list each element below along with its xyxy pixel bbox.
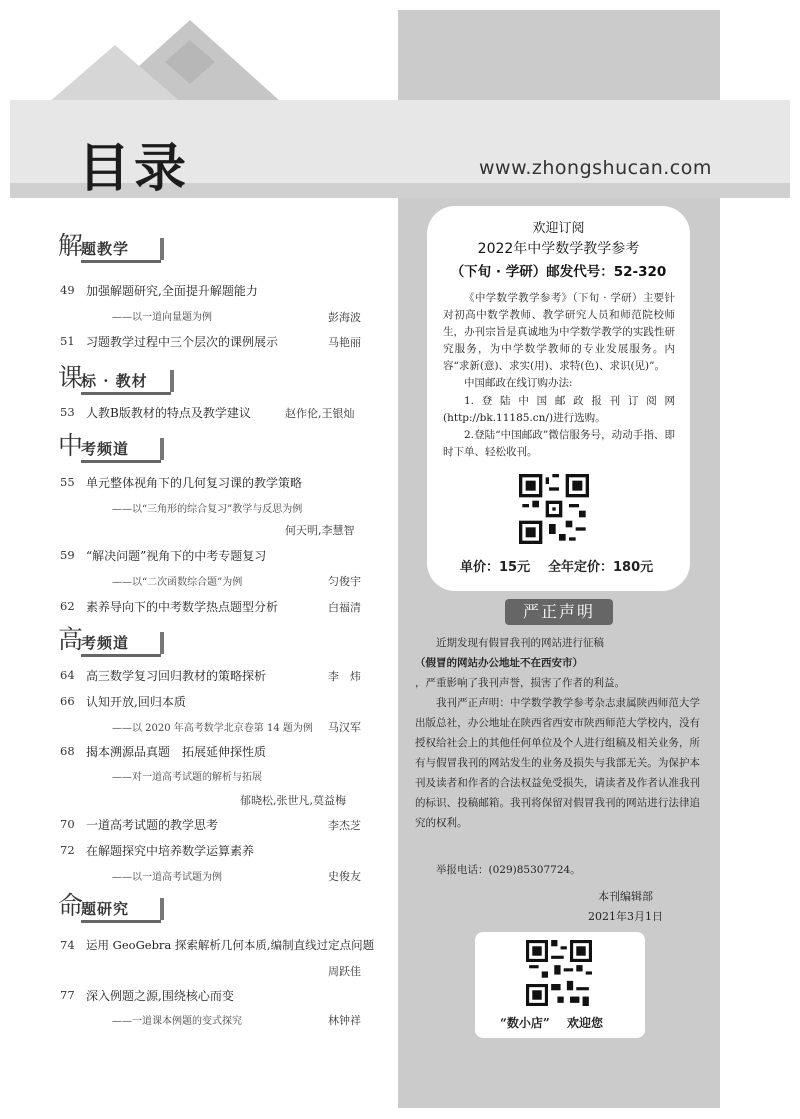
- entry-page: 74: [60, 938, 75, 952]
- entry-author: 史俊友: [328, 870, 361, 883]
- entry-title: 素养导向下的中考数学热点题型分析: [86, 600, 279, 614]
- section-header-kebiao: [58, 363, 178, 400]
- entry-page: 55: [60, 475, 75, 489]
- entry-page: 53: [60, 405, 75, 419]
- entry-author: 彭海波: [328, 311, 361, 324]
- entry-subtitle: ——以“三角形的综合复习”教学与反思为例: [112, 504, 303, 515]
- triangle-decoration: [40, 10, 300, 110]
- page-title: 目录: [78, 139, 191, 199]
- section-initial: 高: [58, 625, 84, 654]
- entry-page: 64: [60, 668, 75, 682]
- section-label: 题研究: [81, 900, 130, 918]
- section-bar: [160, 438, 164, 460]
- entry-title: 运用 GeoGebra 探索解析几何本质,编制直线过定点问题: [86, 938, 375, 952]
- subscribe-intro: 《中学数学教学参考》（下旬 · 学研）主要针对初高中数学教师、教学研究人员和师范院校师生，办刊宗旨是真诚地为中学数学教学的实践性研究服务，为中学数学教师的专业发展服务。内容“求新(意)、求实(用)、求特(色)、求识(见)”。: [443, 292, 675, 372]
- entry-page: 77: [60, 988, 75, 1002]
- entry-subtitle: ——以 2020 年高考数学北京卷第 14 题为例: [112, 723, 313, 734]
- subscribe-title: 2022年中学数学教学参考: [477, 241, 640, 257]
- section-underline: [81, 460, 161, 463]
- subscribe-welcome: 欢迎订阅: [532, 221, 585, 236]
- signature-editor: 本刊编辑部: [598, 890, 653, 903]
- entry-author: 李 炜: [328, 670, 361, 683]
- entry-author: 何天明,李慧智: [285, 524, 355, 537]
- entry-page: 49: [60, 283, 75, 297]
- section-bar: [170, 370, 174, 392]
- entry-page: 59: [60, 548, 75, 562]
- section-initial: 中: [58, 431, 84, 460]
- entry-author: 白福清: [328, 601, 361, 614]
- statement-para-1b: （假冒的网站办公地址不在西安市）: [415, 657, 583, 669]
- entry-author: 林钟祥: [328, 1014, 361, 1027]
- entry-title: 认知开放,回归本质: [86, 695, 186, 709]
- section-header-jieti: [58, 231, 168, 268]
- section-header-zhongkao: [58, 431, 168, 468]
- entry-author: 马艳丽: [328, 336, 361, 349]
- section-bar: [160, 238, 164, 260]
- section-initial: 解: [58, 231, 84, 260]
- price-unit: 单价：15元: [460, 560, 531, 575]
- statement-para-1c: ，严重影响了我刊声誉，损害了作者的利益。: [415, 677, 625, 689]
- section-label: 考频道: [81, 634, 130, 652]
- entry-title: 深入例题之源,围绕核心而变: [86, 989, 234, 1003]
- entry-author: 周跃佳: [328, 965, 361, 978]
- section-underline: [81, 260, 161, 263]
- entry-page: 68: [60, 744, 75, 758]
- section-header-mingti: [58, 891, 168, 928]
- section-header-gaokao: [58, 625, 168, 662]
- statement-title: 严正声明: [505, 599, 613, 625]
- section-label: 标 · 教材: [81, 372, 148, 390]
- statement-para-2: 我刊严正声明：中学数学教学参考杂志隶属陕西师范大学出版总社，办公地址在陕西省西安市陕西师范大学校内，没有授权给社会上的其他任何单位及个人进行组稿及相关业务，所有与假冒我刊的网站发生的业务及损失与我部无关。为保护本刊及读者和作者的合法权益免受损失，请读者及作者认准我刊的标识、投稿邮箱。我刊将保留对假冒我刊的网站进行法律追究的权利。: [415, 697, 700, 829]
- entry-subtitle: ——以一道向量题为例: [112, 312, 212, 323]
- website-url[interactable]: www.zhongshucan.com: [479, 157, 712, 179]
- report-phone: 举报电话：(029)85307724。: [436, 864, 581, 876]
- entry-subtitle: ——以一道高考试题为例: [112, 872, 222, 883]
- subscribe-method-title: 中国邮政在线订购办法:: [464, 377, 573, 389]
- entry-title: 习题教学过程中三个层次的课例展示: [86, 335, 279, 349]
- entry-page: 72: [60, 843, 75, 857]
- section-bar: [160, 898, 164, 920]
- entry-title: 加强解题研究,全面提升解题能力: [86, 284, 258, 298]
- section-label: 考频道: [81, 440, 130, 458]
- entry-title: 在解题探究中培养数学运算素养: [86, 844, 255, 858]
- entry-title: “解决问题”视角下的中考专题复习: [86, 549, 267, 563]
- entry-title: 一道高考试题的教学思考: [86, 818, 219, 832]
- entry-title: 高三数学复习回归教材的策略探析: [86, 669, 267, 683]
- subscribe-method-1[interactable]: 1.登陆中国邮政报刊订阅网(http://bk.11185.cn/)进行选购。: [443, 395, 675, 424]
- entry-author: 赵作伦,王银灿: [285, 407, 355, 420]
- price-annual: 全年定价：180元: [548, 560, 654, 575]
- entry-author: 马汉军: [328, 721, 361, 734]
- entry-page: 66: [60, 694, 75, 708]
- subscribe-method-2: 2.登陆“中国邮政”微信服务号，动动手指、即时下单、轻松收刊。: [443, 429, 675, 458]
- entry-author: 匀俊宇: [328, 575, 361, 588]
- entry-subtitle: ——一道课本例题的变式探究: [112, 1016, 242, 1027]
- entry-title: 单元整体视角下的几何复习课的教学策略: [86, 476, 303, 490]
- entry-page: 62: [60, 599, 75, 613]
- shop-name: “数小店”: [500, 1016, 550, 1030]
- entry-page: 51: [60, 334, 75, 348]
- section-bar: [160, 632, 164, 654]
- shop-qr-code-icon[interactable]: [526, 940, 592, 1006]
- entry-subtitle: ——以“二次函数综合题”为例: [112, 577, 243, 588]
- statement-para-1a: 近期发现有假冒我刊的网站进行征稿: [436, 637, 604, 649]
- subscribe-postal-code: （下旬 · 学研）邮发代号：52-320: [450, 264, 667, 280]
- qr-code-icon[interactable]: [519, 474, 589, 544]
- section-initial: 命: [58, 891, 84, 920]
- entry-author: 郁晓松,张世凡,莫益梅: [240, 794, 346, 807]
- section-underline: [81, 392, 171, 395]
- entry-page: 70: [60, 817, 75, 831]
- entry-author: 李杰芝: [328, 819, 361, 832]
- section-underline: [81, 654, 161, 657]
- section-label: 题教学: [81, 240, 130, 258]
- entry-title: 揭本溯源品真题 拓展延伸探性质: [86, 745, 267, 759]
- signature-date: 2021年3月1日: [588, 910, 663, 923]
- entry-subtitle: ——对一道高考试题的解析与拓展: [112, 772, 262, 783]
- section-underline: [81, 920, 161, 923]
- entry-title: 人教B版教材的特点及教学建议: [86, 406, 251, 420]
- section-initial: 课: [58, 363, 84, 392]
- shop-welcome: 欢迎您: [567, 1016, 604, 1030]
